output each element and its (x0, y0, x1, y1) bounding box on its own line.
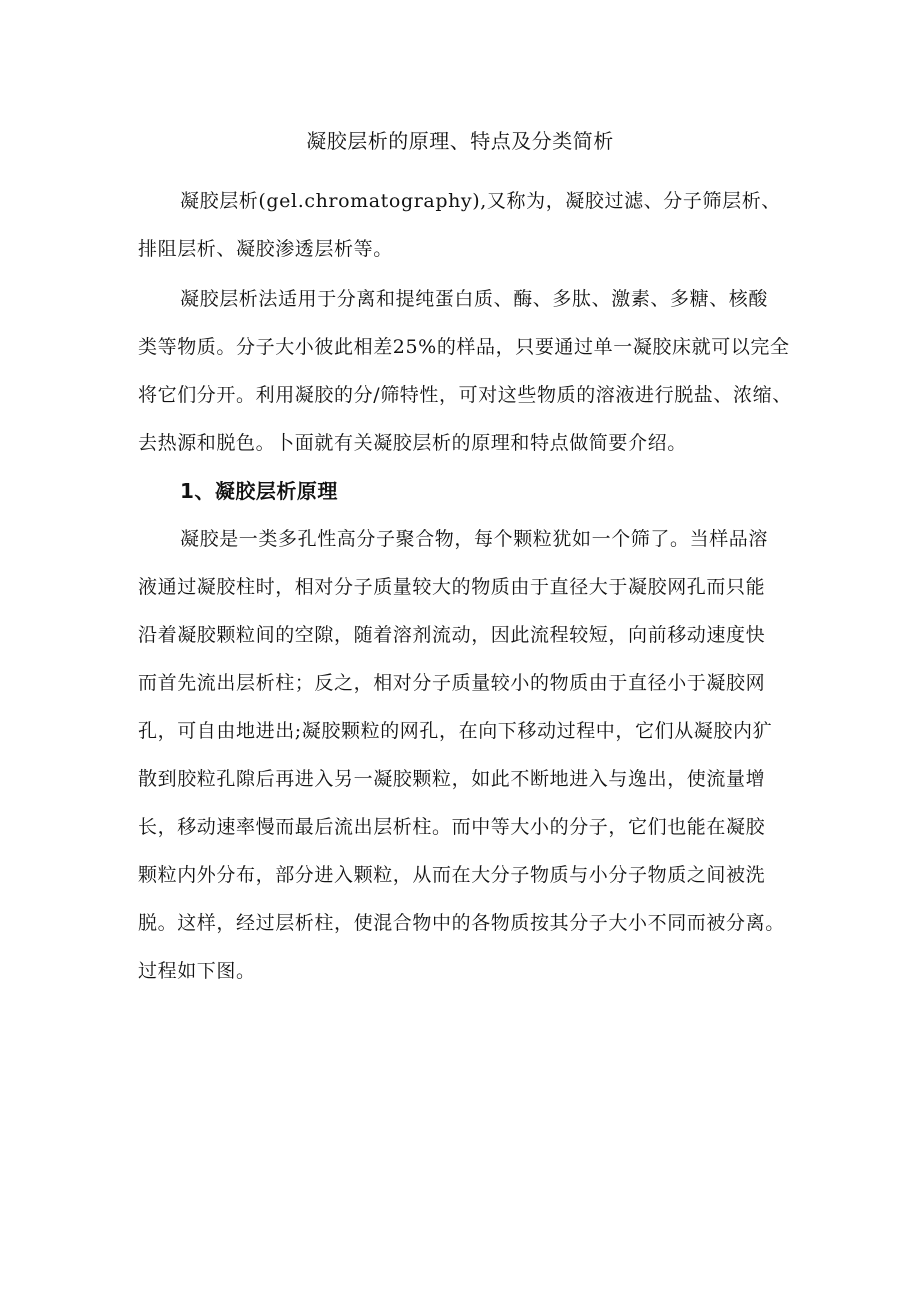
paragraph-line: 而首先流出层析柱；反之，相对分子质量较小的物质由于直径小于凝胶网 (138, 672, 766, 694)
paragraph-line: 类等物质。分子大小彼此相差25%的样品，只要通过单一凝胶床就可以完全 (138, 336, 790, 358)
paragraph-line: 液通过凝胶柱时，相对分子质量较大的物质由于直径大于凝胶网孔而只能 (138, 576, 766, 598)
paragraph-line: 颗粒内外分布，部分进入颗粒，从而在大分子物质与小分子物质之间被洗 (138, 864, 766, 886)
paragraph-line: 凝胶是一类多孔性高分子聚合物，每个颗粒犹如一个筛了。当样品溶 (180, 528, 769, 550)
paragraph-line: 长，移动速率慢而最后流出层析柱。而中等大小的分子，它们也能在凝胶 (138, 816, 766, 838)
paragraph-line: 排阻层析、凝胶渗透层析等。 (138, 238, 393, 260)
paragraph-line: 沿着凝胶颗粒间的空隙，随着溶剂流动，因此流程较短，向前移动速度快 (138, 624, 766, 646)
paragraph-line: 散到胶粒孔隙后再进入另一凝胶颗粒，如此不断地进入与逸出，使流量增 (138, 768, 766, 790)
document-title: 凝胶层析的原理、特点及分类简析 (306, 129, 614, 153)
paragraph-line: 将它们分开。利用凝胶的分/筛特性，可对这些物质的溶液进行脱盐、浓缩、 (138, 384, 792, 406)
paragraph-line: 凝胶层析法适用于分离和提纯蛋白质、酶、多肽、激素、多糖、核酸 (180, 288, 769, 310)
paragraph-line: 凝胶层析(gel.chromatography),又称为，凝胶过滤、分子筛层析、 (180, 190, 781, 212)
paragraph-line: 脱。这样，经过层析柱，使混合物中的各物质按其分子大小不同而被分离。 (138, 912, 785, 934)
paragraph-line: 去热源和脱色。卜面就有关凝胶层析的原理和特点做简要介绍。 (138, 432, 687, 454)
paragraph-line: 过程如下图。 (138, 960, 256, 982)
section-heading: 1、凝胶层析原理 (180, 479, 338, 503)
paragraph-line: 孔，可自由地进出;凝胶颗粒的网孔，在向下移动过程中，它们从凝胶内犷 (138, 720, 773, 742)
